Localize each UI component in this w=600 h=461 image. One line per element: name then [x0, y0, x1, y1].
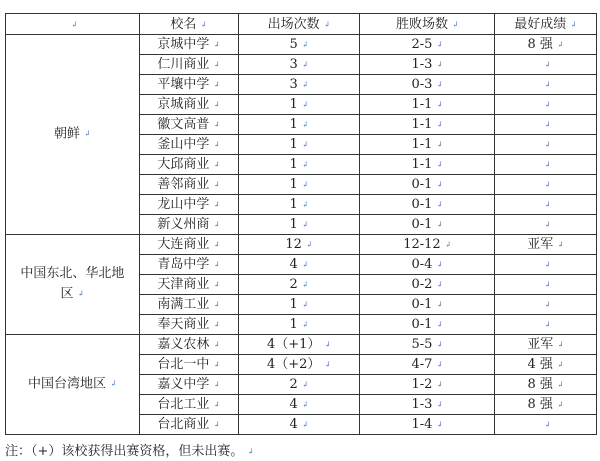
best-result-cell — [495, 195, 597, 215]
region-cell: 朝鲜 ↲ — [6, 35, 140, 235]
appearances-cell: 1 ↲ — [238, 315, 360, 335]
appearances-cell: 1 ↲ — [238, 175, 360, 195]
appearances-cell: 1 ↲ — [238, 215, 360, 235]
win-loss-cell: 1-4 ↲ — [360, 415, 495, 435]
best-result-cell — [495, 155, 597, 175]
best-result-cell — [495, 95, 597, 115]
best-result-cell: 8 强 ↲ — [495, 395, 597, 415]
appearances-cell: 1 ↲ — [238, 155, 360, 175]
win-loss-cell: 1-1 ↲ — [360, 135, 495, 155]
school-name-cell: 善邻商业 ↲ — [139, 175, 238, 195]
best-result-cell — [495, 415, 597, 435]
appearances-cell: 1 ↲ — [238, 295, 360, 315]
win-loss-cell: 0-3 ↲ — [360, 75, 495, 95]
appearances-cell: 12 ↲ — [238, 235, 360, 255]
best-result-cell — [495, 295, 597, 315]
school-name-cell: 嘉义农林 ↲ — [139, 335, 238, 355]
school-name-cell: 新义州商 ↲ — [139, 215, 238, 235]
appearances-cell: 3 ↲ — [238, 75, 360, 95]
win-loss-cell: 1-1 ↲ — [360, 155, 495, 175]
header-win-loss: 胜败场数 ↲ — [360, 14, 495, 35]
best-result-cell — [495, 275, 597, 295]
header-appearances: 出场次数 ↲ — [238, 14, 360, 35]
win-loss-cell: 1-3 ↲ — [360, 395, 495, 415]
region-cell: 中国台湾地区 ↲ — [6, 335, 140, 435]
best-result-cell — [495, 255, 597, 275]
win-loss-cell: 0-1 ↲ — [360, 195, 495, 215]
school-name-cell: 大连商业 ↲ — [139, 235, 238, 255]
header-best-result: 最好成绩 ↲ — [495, 14, 597, 35]
win-loss-cell: 1-2 ↲ — [360, 375, 495, 395]
best-result-cell — [495, 115, 597, 135]
win-loss-cell: 0-4 ↲ — [360, 255, 495, 275]
best-result-cell: 8 强 ↲ — [495, 375, 597, 395]
best-result-cell — [495, 135, 597, 155]
school-name-cell: 龙山中学 ↲ — [139, 195, 238, 215]
win-loss-cell: 0-2 ↲ — [360, 275, 495, 295]
win-loss-cell: 12-12 ↲ — [360, 235, 495, 255]
school-name-cell: 台北商业 ↲ — [139, 415, 238, 435]
best-result-cell — [495, 215, 597, 235]
table-row — [6, 235, 597, 255]
win-loss-cell: 1-3 ↲ — [360, 55, 495, 75]
school-name-cell: 京城商业 ↲ — [139, 95, 238, 115]
best-result-cell — [495, 75, 597, 95]
appearances-cell: 2 ↲ — [238, 275, 360, 295]
win-loss-cell: 0-1 ↲ — [360, 215, 495, 235]
appearances-cell: 4（+1） ↲ — [238, 335, 360, 355]
appearances-cell: 5 ↲ — [238, 35, 360, 55]
region-cell: 中国东北、华北地区 ↲ — [6, 235, 140, 335]
school-name-cell: 仁川商业 ↲ — [139, 55, 238, 75]
best-result-cell: 8 强 ↲ — [495, 35, 597, 55]
school-name-cell: 奉天商业 ↲ — [139, 315, 238, 335]
school-name-cell: 南满工业 ↲ — [139, 295, 238, 315]
school-name-cell: 徽文高普 ↲ — [139, 115, 238, 135]
school-name-cell: 台北一中 ↲ — [139, 355, 238, 375]
appearances-cell: 1 ↲ — [238, 115, 360, 135]
school-name-cell: 天津商业 ↲ — [139, 275, 238, 295]
appearances-cell: 1 ↲ — [238, 135, 360, 155]
win-loss-cell: 0-1 ↲ — [360, 175, 495, 195]
header-row — [6, 14, 597, 35]
school-name-cell: 嘉义中学 ↲ — [139, 375, 238, 395]
appearances-cell: 1 ↲ — [238, 95, 360, 115]
appearances-cell: 4 ↲ — [238, 415, 360, 435]
win-loss-cell: 4-7 ↲ — [360, 355, 495, 375]
table-body — [6, 35, 597, 435]
win-loss-cell: 0-1 ↲ — [360, 315, 495, 335]
appearances-cell: 4 ↲ — [238, 255, 360, 275]
best-result-cell: 4 强 ↲ — [495, 355, 597, 375]
table-row — [6, 35, 597, 55]
best-result-cell: 亚军 ↲ — [495, 235, 597, 255]
results-table — [5, 13, 597, 435]
appearances-cell: 2 ↲ — [238, 375, 360, 395]
best-result-cell — [495, 175, 597, 195]
appearances-cell: 4（+2） ↲ — [238, 355, 360, 375]
footnote: 注：（+）该校获得出赛资格，但未出赛。 ↲ — [5, 440, 254, 459]
win-loss-cell: 2-5 ↲ — [360, 35, 495, 55]
best-result-cell: 亚军 ↲ — [495, 335, 597, 355]
table-row — [6, 335, 597, 355]
header-region — [6, 14, 140, 35]
appearances-cell: 4 ↲ — [238, 395, 360, 415]
win-loss-cell: 5-5 ↲ — [360, 335, 495, 355]
win-loss-cell: 1-1 ↲ — [360, 115, 495, 135]
appearances-cell: 3 ↲ — [238, 55, 360, 75]
header-school: 校名 ↲ — [139, 14, 238, 35]
school-name-cell: 京城中学 ↲ — [139, 35, 238, 55]
school-name-cell: 台北工业 ↲ — [139, 395, 238, 415]
best-result-cell — [495, 55, 597, 75]
win-loss-cell: 1-1 ↲ — [360, 95, 495, 115]
school-name-cell: 平壤中学 ↲ — [139, 75, 238, 95]
school-name-cell: 釜山中学 ↲ — [139, 135, 238, 155]
school-name-cell: 青岛中学 ↲ — [139, 255, 238, 275]
best-result-cell — [495, 315, 597, 335]
win-loss-cell: 0-1 ↲ — [360, 295, 495, 315]
appearances-cell: 1 ↲ — [238, 195, 360, 215]
school-name-cell: 大邱商业 ↲ — [139, 155, 238, 175]
